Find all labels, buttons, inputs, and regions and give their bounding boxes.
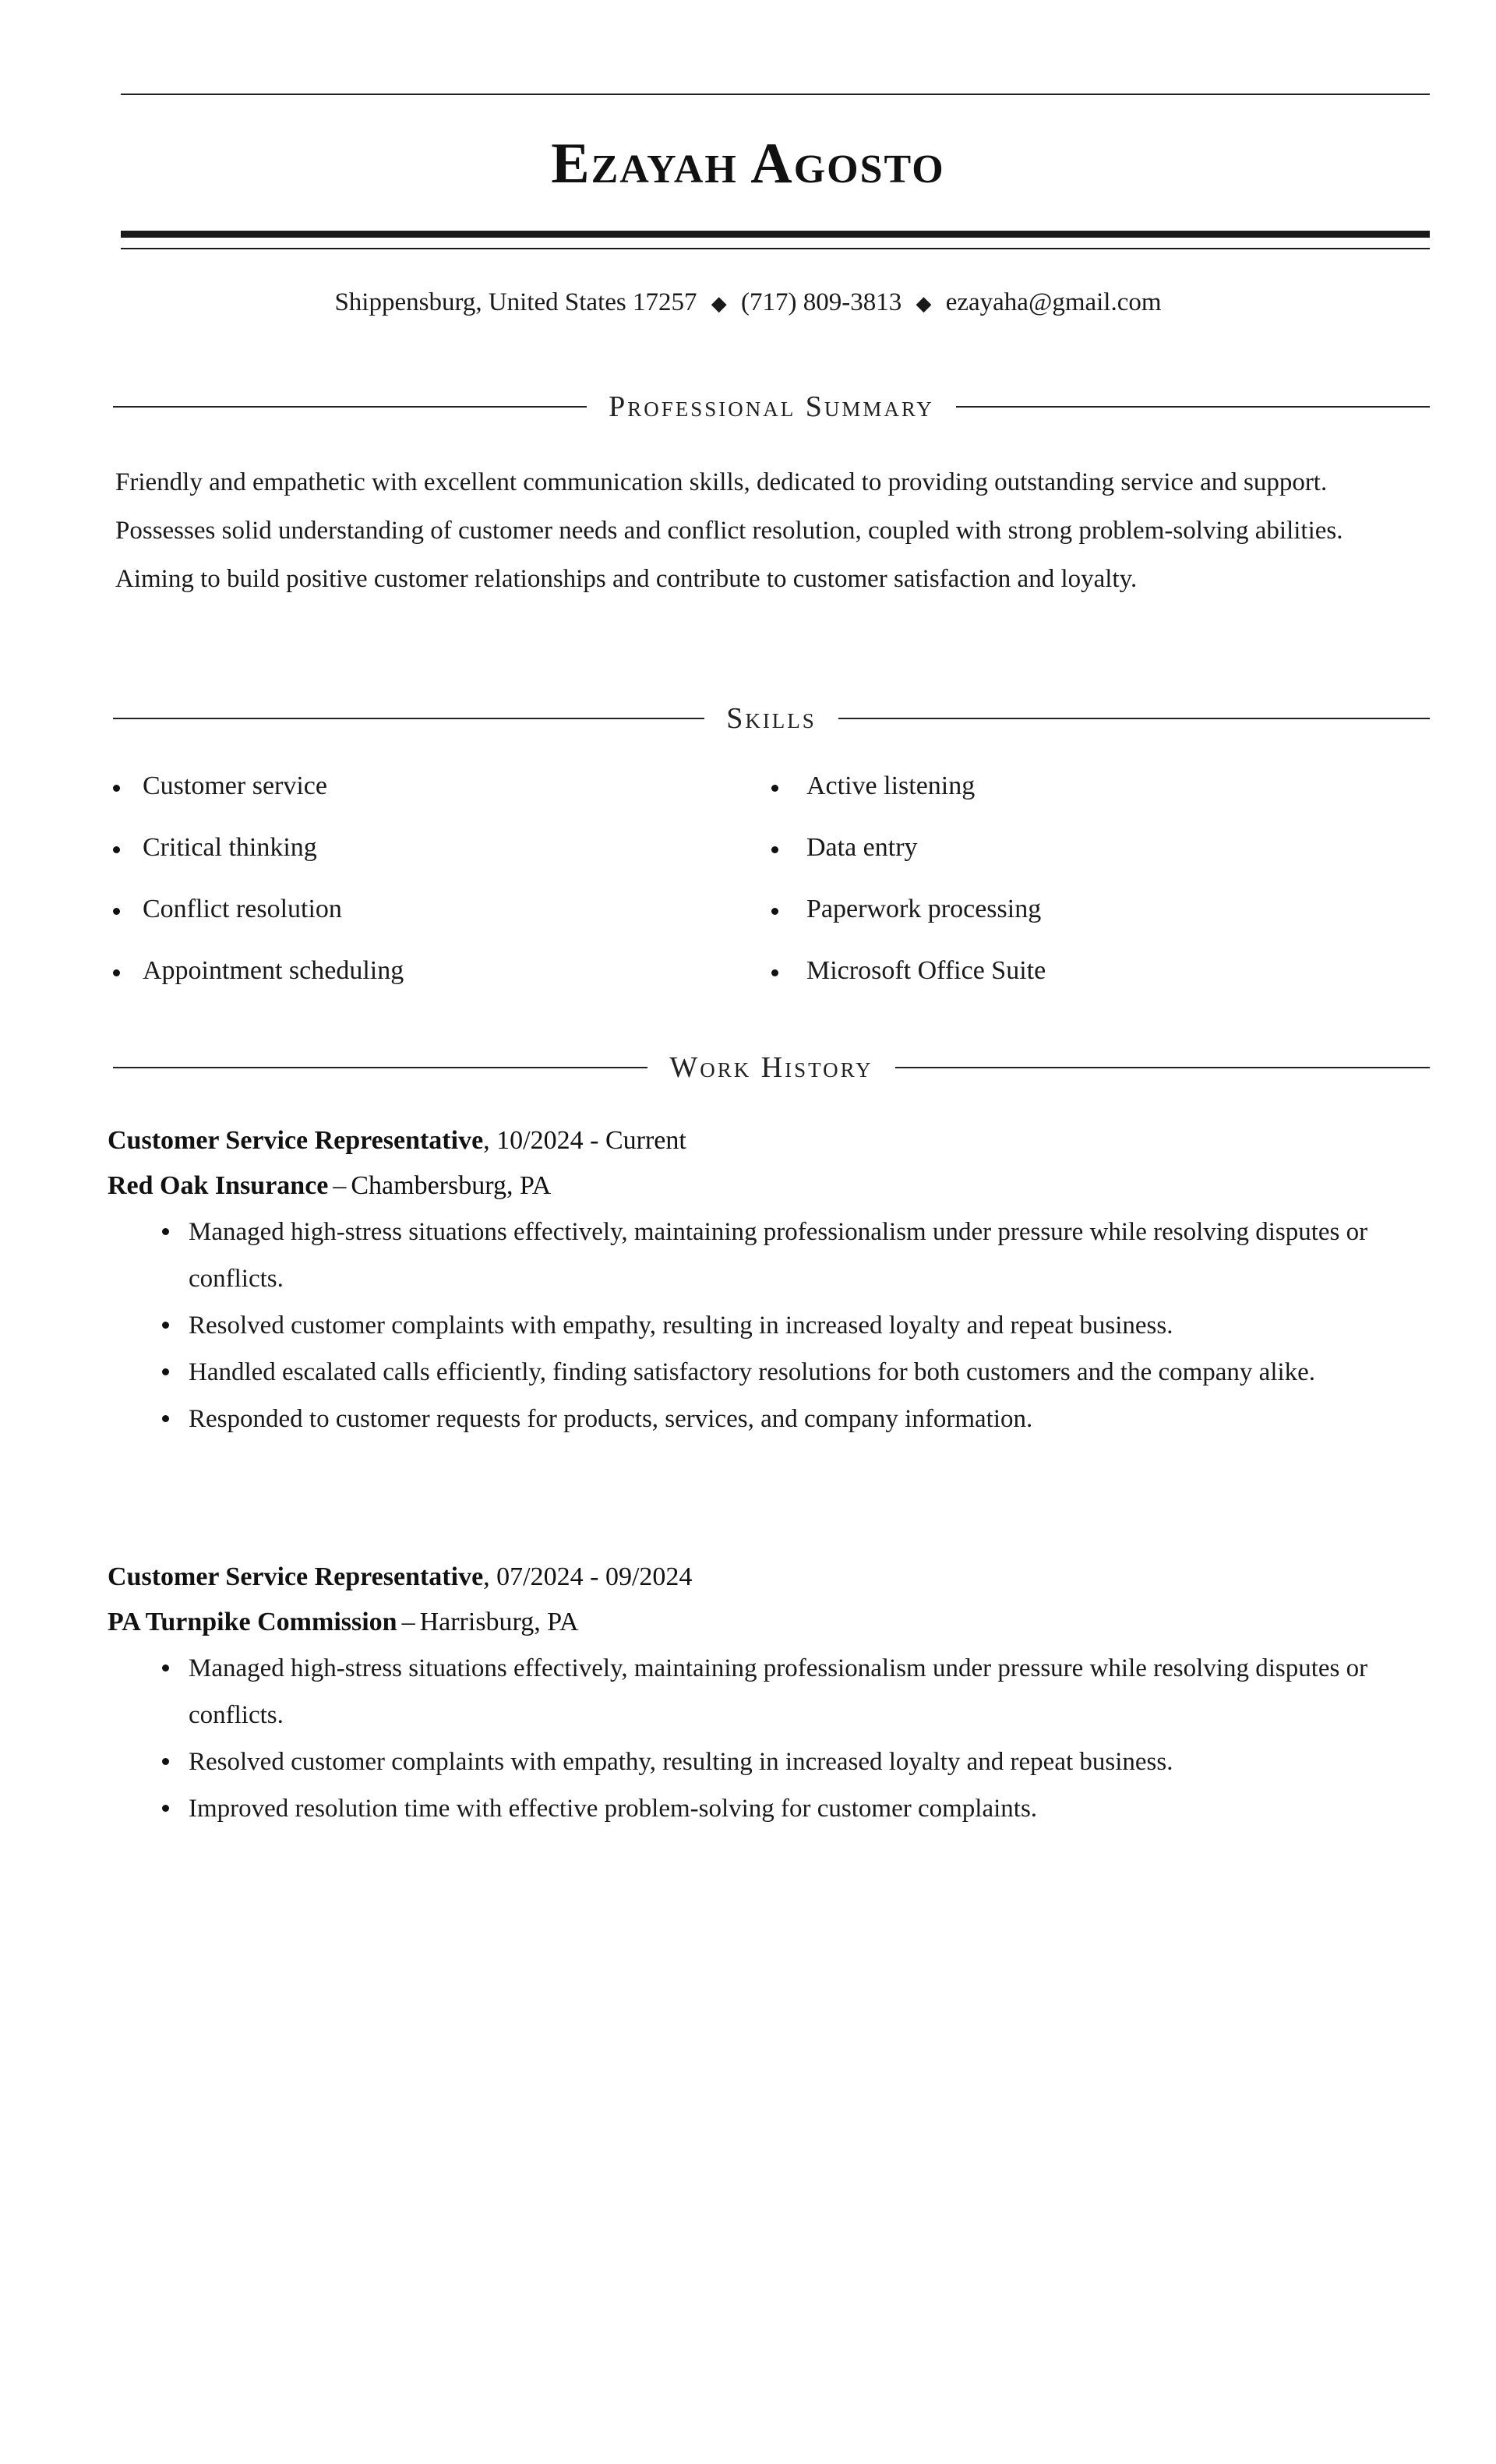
company-name: PA Turnpike Commission: [108, 1608, 397, 1636]
job-title-line: [108, 1555, 1432, 1600]
job-entry: [108, 1118, 1432, 1442]
section-rule-right: [838, 718, 1430, 719]
job-bullet: Resolved customer complaints with empathy, resulting in increased loyalty and repeat business.: [161, 1302, 1432, 1349]
skills-list: [113, 771, 1430, 1018]
skill-item: Appointment scheduling: [113, 956, 771, 1018]
summary-text: Friendly and empathetic with excellent communication skills, dedicated to providing outstanding service and support. Possesses solid understanding of customer needs and conflict resolution, coupled with strong problem-solving abilities. Aiming to build positive customer relationships and contribute to customer satisfaction and loyalty.: [115, 468, 1343, 593]
company-name: Red Oak Insurance: [108, 1171, 329, 1200]
skill-item: Customer service: [113, 771, 771, 833]
skills-column-left: [113, 771, 771, 1018]
job-bullets: [108, 1209, 1432, 1442]
section-rule-left: [113, 718, 704, 719]
company-location: Chambersburg, PA: [351, 1171, 552, 1200]
job-bullet: Responded to customer requests for products, services, and company information.: [161, 1396, 1432, 1442]
skill-item: Data entry: [771, 833, 1430, 895]
top-rule: [121, 94, 1430, 95]
skill-item: Microsoft Office Suite: [771, 956, 1430, 1018]
job-bullet: Handled escalated calls efficiently, finding satisfactory resolutions for both customers and the company alike.: [161, 1349, 1432, 1396]
candidate-name: Ezayah Agosto: [551, 132, 945, 196]
job-dates: , 07/2024 - 09/2024: [483, 1562, 693, 1591]
job-title: Customer Service Representative: [108, 1562, 484, 1591]
job-bullet: Managed high-stress situations effectively, maintaining professionalism under pressure while resolving disputes or conflicts.: [161, 1645, 1432, 1739]
work-history-heading: Work History: [669, 1051, 873, 1084]
company-location: Harrisburg, PA: [419, 1608, 579, 1636]
contact-phone: (717) 809-3813: [740, 288, 902, 316]
skills-column-right: [771, 771, 1430, 1018]
skill-item: Paperwork processing: [771, 895, 1430, 956]
name-underline-thin: [121, 248, 1430, 249]
job-title: Customer Service Representative: [108, 1126, 484, 1155]
job-dates: , 10/2024 - Current: [483, 1126, 686, 1155]
contact-city: Shippensburg, United States 17257: [334, 288, 697, 316]
job-title-line: [108, 1118, 1432, 1163]
section-rule-left: [113, 406, 587, 408]
section-rule-right: [895, 1067, 1430, 1068]
job-bullet: Improved resolution time with effective problem-solving for customer complaints.: [161, 1785, 1432, 1832]
company-line: [108, 1163, 1432, 1209]
section-rule-left: [113, 1067, 647, 1068]
job-bullet: Resolved customer complaints with empathy, resulting in increased loyalty and repeat business.: [161, 1739, 1432, 1785]
summary-heading: Professional Summary: [609, 390, 934, 423]
contact-email: ezayaha@gmail.com: [945, 288, 1162, 316]
company-line: [108, 1600, 1432, 1645]
job-entry: [108, 1555, 1432, 1832]
job-bullets: [108, 1645, 1432, 1832]
skills-heading: Skills: [726, 702, 817, 735]
section-rule-right: [956, 406, 1430, 408]
diamond-separator-icon: ◆: [711, 292, 727, 315]
summary-section-header: [113, 390, 1430, 424]
contact-line: [0, 288, 1496, 317]
company-dash: –: [333, 1171, 347, 1200]
company-dash: –: [401, 1608, 415, 1636]
skill-item: Conflict resolution: [113, 895, 771, 956]
skills-section-header: [113, 701, 1430, 736]
skill-item: Critical thinking: [113, 833, 771, 895]
diamond-separator-icon: ◆: [916, 292, 932, 315]
skill-item: Active listening: [771, 771, 1430, 833]
work-history-section-header: [113, 1050, 1430, 1085]
job-bullet: Managed high-stress situations effectively, maintaining professionalism under pressure while resolving disputes or conflicts.: [161, 1209, 1432, 1302]
name-underline-thick: [121, 231, 1430, 238]
